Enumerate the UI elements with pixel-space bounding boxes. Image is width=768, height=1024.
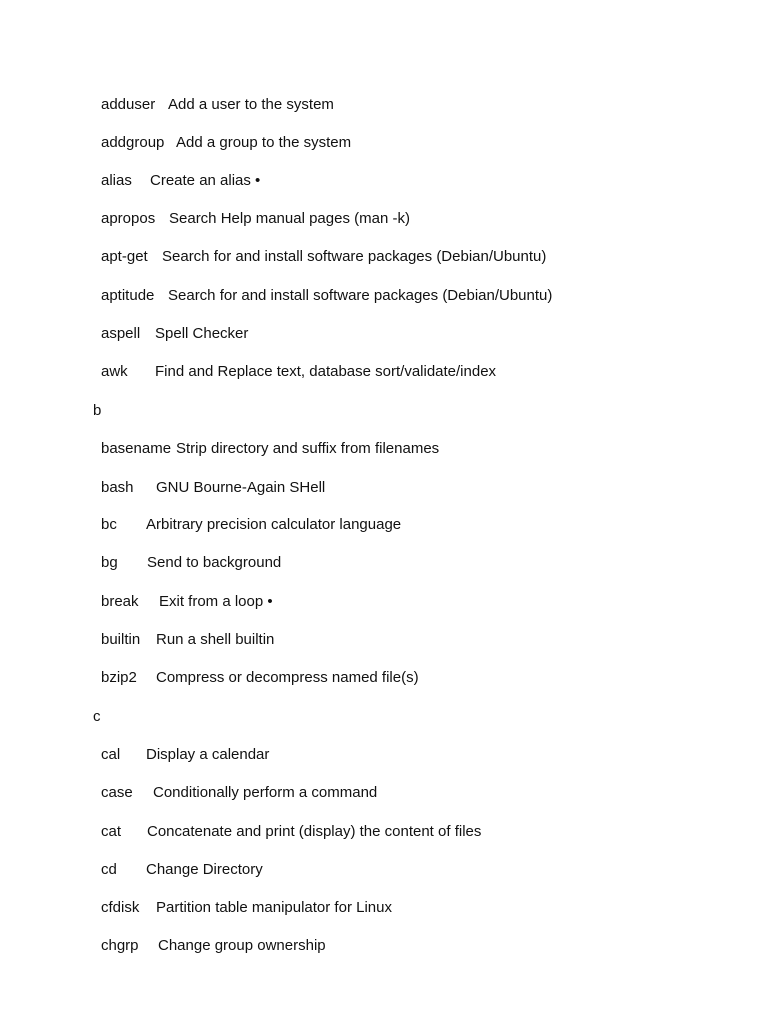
- command-name: bash: [101, 479, 134, 496]
- list-item: [101, 210, 410, 228]
- command-name: bc: [101, 516, 117, 533]
- command-name: apt-get: [101, 248, 148, 265]
- list-item: [101, 363, 496, 381]
- list-item: [101, 784, 377, 802]
- list-item: [101, 746, 269, 764]
- command-name: cal: [101, 746, 121, 763]
- command-description: Spell Checker: [155, 325, 249, 342]
- list-item: [101, 134, 351, 152]
- list-item: [101, 554, 281, 572]
- section-letter: b: [93, 402, 102, 419]
- command-description: Send to background: [147, 554, 282, 571]
- list-item: [101, 248, 546, 266]
- list-item: [101, 631, 274, 649]
- command-name: bzip2: [101, 669, 137, 686]
- command-name: awk: [101, 363, 128, 380]
- command-name: builtin: [101, 631, 141, 648]
- list-item: [101, 287, 552, 305]
- list-item: [101, 516, 401, 534]
- list-item: [101, 823, 481, 841]
- command-description: Partition table manipulator for Linux: [156, 899, 392, 916]
- list-item: [101, 325, 248, 343]
- command-name: addgroup: [101, 134, 165, 151]
- command-description: Display a calendar: [146, 746, 270, 763]
- list-item: [101, 479, 325, 497]
- command-name: aspell: [101, 325, 141, 342]
- list-item: [101, 669, 419, 687]
- command-description: GNU Bourne-Again SHell: [156, 479, 326, 496]
- command-description: Search for and install software packages (Debian/Ubuntu): [168, 287, 553, 304]
- command-description: Exit from a loop •: [159, 593, 273, 610]
- list-item: [101, 861, 263, 879]
- command-name: alias: [101, 172, 132, 189]
- command-description: Change Directory: [146, 861, 263, 878]
- command-name: chgrp: [101, 937, 139, 954]
- command-description: Search for and install software packages (Debian/Ubuntu): [162, 248, 547, 265]
- command-name: basename: [101, 440, 172, 457]
- command-name: aptitude: [101, 287, 155, 304]
- command-description: Add a group to the system: [176, 134, 352, 151]
- command-description: Search Help manual pages (man -k): [169, 210, 410, 227]
- list-item: [101, 593, 273, 611]
- command-name: bg: [101, 554, 118, 571]
- command-description: Arbitrary precision calculator language: [146, 516, 402, 533]
- command-description: Change group ownership: [158, 937, 326, 954]
- command-description: Add a user to the system: [168, 96, 334, 113]
- command-name: adduser: [101, 96, 156, 113]
- list-item: [101, 937, 326, 955]
- command-name: cfdisk: [101, 899, 140, 916]
- command-name: cd: [101, 861, 117, 878]
- list-item: [101, 172, 260, 190]
- command-name: break: [101, 593, 139, 610]
- command-description: Compress or decompress named file(s): [156, 669, 419, 686]
- command-description: Concatenate and print (display) the content of files: [147, 823, 482, 840]
- command-name: cat: [101, 823, 122, 840]
- command-description: Strip directory and suffix from filenames: [176, 440, 440, 457]
- command-name: apropos: [101, 210, 156, 227]
- command-description: Conditionally perform a command: [153, 784, 378, 801]
- section-letter: c: [93, 708, 101, 725]
- command-description: Run a shell builtin: [156, 631, 275, 648]
- command-name: case: [101, 784, 133, 801]
- command-description: Find and Replace text, database sort/validate/index: [155, 363, 497, 380]
- list-item: [101, 440, 439, 458]
- list-item: [101, 899, 392, 917]
- list-item: [101, 96, 334, 114]
- command-description: Create an alias •: [150, 172, 261, 189]
